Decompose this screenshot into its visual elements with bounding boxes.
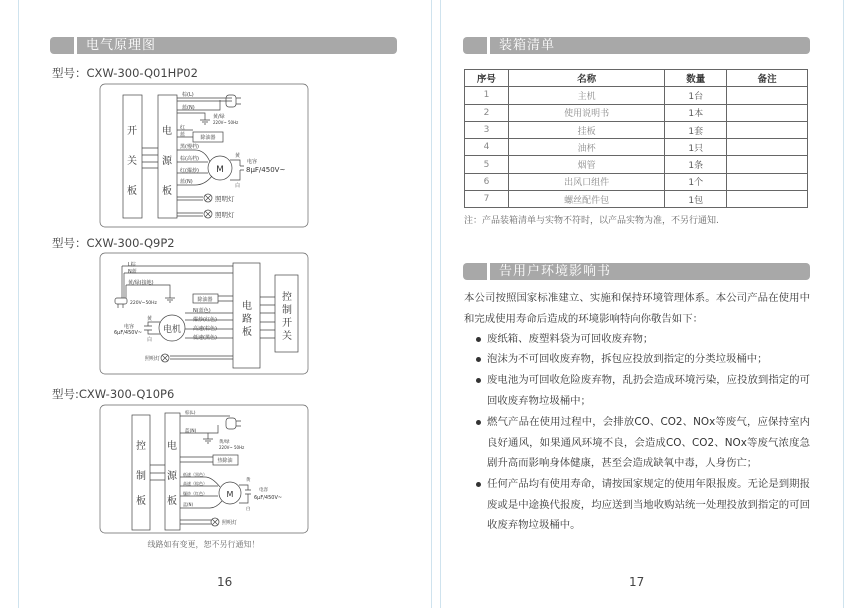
section-title: 告用户环境影响书 <box>499 264 612 279</box>
board-label: 制 <box>136 471 146 482</box>
table-cell: 油杯 <box>508 139 665 156</box>
supply-label: 220V~ 50Hz <box>213 120 239 125</box>
board-label: 板 <box>127 186 137 197</box>
table-cell <box>727 156 808 173</box>
bullet-item <box>476 349 810 370</box>
switch-label: 控 <box>282 292 292 303</box>
wire-label: 黄/绿 <box>219 440 230 445</box>
bullet-icon <box>476 482 481 487</box>
board-label: 源 <box>167 471 177 482</box>
bullet-item <box>476 329 810 350</box>
table-row <box>465 104 808 121</box>
wire-label: 蓝(N) <box>182 105 195 111</box>
table-cell: 6 <box>465 173 509 190</box>
page-edge <box>843 0 844 608</box>
board-label: 板 <box>162 186 172 197</box>
wire-label: L棕 <box>128 262 136 268</box>
table-cell: 5 <box>465 156 509 173</box>
table-cell <box>727 87 808 104</box>
bullet-item <box>476 412 810 474</box>
wire-label: 棕(L) <box>182 92 194 98</box>
bullet-item <box>476 370 810 411</box>
capacitor-label: 电容 <box>247 159 258 165</box>
board-label: 源 <box>162 156 172 167</box>
oil-heater-label: 除油器 <box>197 297 213 303</box>
wire-label: 白 <box>147 337 153 343</box>
wire-label: 高速（棕色） <box>183 481 207 486</box>
switch-label: 关 <box>282 331 292 342</box>
motor-label: 电机 <box>162 325 182 335</box>
header-divider <box>487 263 490 280</box>
bullet-text: 废纸箱、废塑料袋为可回收废弃物； <box>487 333 654 345</box>
environment-intro: 本公司按照国家标准建立、实施和保持环境管理体系。本公司产品在使用中和完成使用寿命后造成的环境影响特向你敬告如下： <box>464 292 810 325</box>
switch-label: 开 <box>282 318 292 329</box>
wire-label: 红 <box>180 125 186 131</box>
wire-label: 蓝(N) <box>180 179 193 185</box>
page-fold <box>440 0 441 608</box>
wiring-diagram-3 <box>100 405 308 533</box>
bullet-text: 泡沫为不可回收废弃物，拆包应投放到指定的分类垃圾桶中； <box>487 353 768 365</box>
table-cell <box>727 191 808 208</box>
column-header: 名称 <box>508 70 665 87</box>
wire-label: 黑(慢档) <box>180 144 199 150</box>
bullet-text: 燃气产品在使用过程中，会排放CO、CO2、NOx等废气，应保持室内良好通风，如果通风环境不良，会造成CO、CO2、NOx等废气浓度急剧升高而影响身体健康，甚至会造成缺氧中毒，人身伤亡； <box>487 416 810 470</box>
wire-label: 黄/绿 <box>213 114 225 120</box>
section-title: 装箱清单 <box>499 38 556 53</box>
table-cell: 2 <box>465 104 509 121</box>
header-divider <box>487 37 490 54</box>
table-cell: 1个 <box>665 173 727 190</box>
section-header-environment <box>463 263 810 280</box>
table-cell: 螺丝配件包 <box>508 191 665 208</box>
model-label: 型号：CXW-300-Q9P2 <box>52 236 175 250</box>
lamp-label: 照明灯 <box>222 520 238 526</box>
column-header: 序号 <box>465 70 509 87</box>
table-cell <box>727 121 808 138</box>
wiring-diagram-1 <box>100 84 308 227</box>
wire-label: N蓝 <box>128 269 137 275</box>
capacitor-value: 6μF/450V~ <box>114 330 143 336</box>
table-row <box>465 87 808 104</box>
model-label: 型号：CXW-300-Q01HP02 <box>52 66 198 80</box>
board-label: 路 <box>242 314 252 325</box>
wire-label: 棕(高档) <box>180 156 199 162</box>
wire-label: 蓝(N) <box>183 502 194 507</box>
packing-list-table <box>464 69 808 208</box>
motor-label: M <box>216 165 224 175</box>
supply-label: 220V~50Hz <box>130 301 157 306</box>
wire-label: 蓝 <box>180 132 186 138</box>
table-cell: 3 <box>465 121 509 138</box>
table-row <box>465 121 808 138</box>
table-cell: 1 <box>465 87 509 104</box>
table-cell: 使用说明书 <box>508 104 665 121</box>
table-cell: 出风口组件 <box>508 173 665 190</box>
wiring-diagram-2 <box>100 253 308 374</box>
wire-label: 黄 <box>246 478 251 483</box>
packing-note: 注：产品装箱清单与实物不符时，以产品实物为准，不另行通知. <box>464 216 719 226</box>
table-cell: 7 <box>465 191 509 208</box>
wire-label: 白 <box>235 183 241 189</box>
wire-label: 黄/绿(接地) <box>128 280 154 286</box>
lamp-label: 照明灯 <box>215 211 235 219</box>
board-label: 板 <box>167 496 177 507</box>
table-cell: 烟管 <box>508 156 665 173</box>
board-label: 板 <box>136 496 146 507</box>
bullet-icon <box>476 357 481 362</box>
lamp-label: 照明灯 <box>145 356 161 362</box>
capacitor-label: 电容 <box>124 324 135 330</box>
table-cell: 1条 <box>665 156 727 173</box>
board-label: 电 <box>162 126 172 137</box>
board-label: 板 <box>242 327 252 338</box>
wire-label: 黄 <box>147 316 153 322</box>
wire-label: 爆炒（红色） <box>183 491 207 496</box>
wire-label: 棕(L) <box>185 411 196 416</box>
wire-label: 爆炒(红色) <box>193 317 217 323</box>
wire-label: 低速(黑色) <box>193 335 217 341</box>
bullet-item <box>476 474 810 536</box>
wire-label: 白 <box>246 507 251 512</box>
table-row <box>465 156 808 173</box>
capacitor-value: 6μF/450V~ <box>254 495 283 501</box>
section-header-packing <box>463 37 810 54</box>
table-row <box>465 173 808 190</box>
table-cell: 1套 <box>665 121 727 138</box>
motor-label: M <box>226 490 234 499</box>
table-cell <box>727 139 808 156</box>
table-row <box>465 191 808 208</box>
diagram-caption: 线路如有变更，恕不另行通知！ <box>147 540 260 549</box>
column-header: 数量 <box>665 70 727 87</box>
capacitor-label: 电容 <box>259 488 268 493</box>
page-number: 16 <box>217 575 233 589</box>
oil-heater-label: 除油器 <box>200 135 216 141</box>
model-label: 型号:CXW-300-Q10P6 <box>52 387 175 401</box>
oil-heater-label: 热除油 <box>217 458 233 464</box>
table-cell <box>727 104 808 121</box>
supply-label: 220V~ 50Hz <box>219 445 245 450</box>
board-label: 控 <box>136 441 146 452</box>
wire-label: 高速(棕色) <box>193 326 217 332</box>
bullet-icon <box>476 337 481 342</box>
lamp-label: 照明灯 <box>215 195 235 203</box>
capacitor-value: 8μF/450V~ <box>246 166 286 174</box>
page-number: 17 <box>629 575 645 589</box>
bullet-icon <box>476 378 481 383</box>
table-row <box>465 139 808 156</box>
table-cell: 主机 <box>508 87 665 104</box>
board-label: 关 <box>127 156 137 167</box>
board-label: 开 <box>127 126 137 137</box>
board-label: 电 <box>242 301 252 312</box>
wire-label: 蓝(N) <box>185 429 197 434</box>
column-header: 备注 <box>727 70 808 87</box>
bullet-text: 废电池为可回收危险废弃物，乱扔会造成环境污染，应投放到指定的可回收废弃物垃圾桶中； <box>487 374 810 407</box>
section-title: 电气原理图 <box>86 38 157 53</box>
table-cell: 4 <box>465 139 509 156</box>
table-cell: 1只 <box>665 139 727 156</box>
table-cell: 1本 <box>665 104 727 121</box>
table-cell: 1包 <box>665 191 727 208</box>
board-label: 电 <box>167 441 177 452</box>
table-cell <box>727 173 808 190</box>
wire-label: N(蓝色) <box>193 308 211 314</box>
bullet-icon <box>476 420 481 425</box>
bullet-text: 任何产品均有使用寿命，请按国家规定的使用年限报废。无论是到期报废或是中途换代报废，均应送到当地收购站统一处理投放到指定的可回收废弃物垃圾桶中。 <box>487 478 810 532</box>
wire-label: 黄 <box>235 153 241 159</box>
table-header-row <box>465 70 808 87</box>
table-cell: 挂板 <box>508 121 665 138</box>
page-fold <box>431 0 432 608</box>
table-cell: 1台 <box>665 87 727 104</box>
wire-label: 红(爆炒) <box>180 168 199 174</box>
switch-label: 制 <box>282 305 292 316</box>
wire-label: 低速（黑色） <box>183 472 207 477</box>
